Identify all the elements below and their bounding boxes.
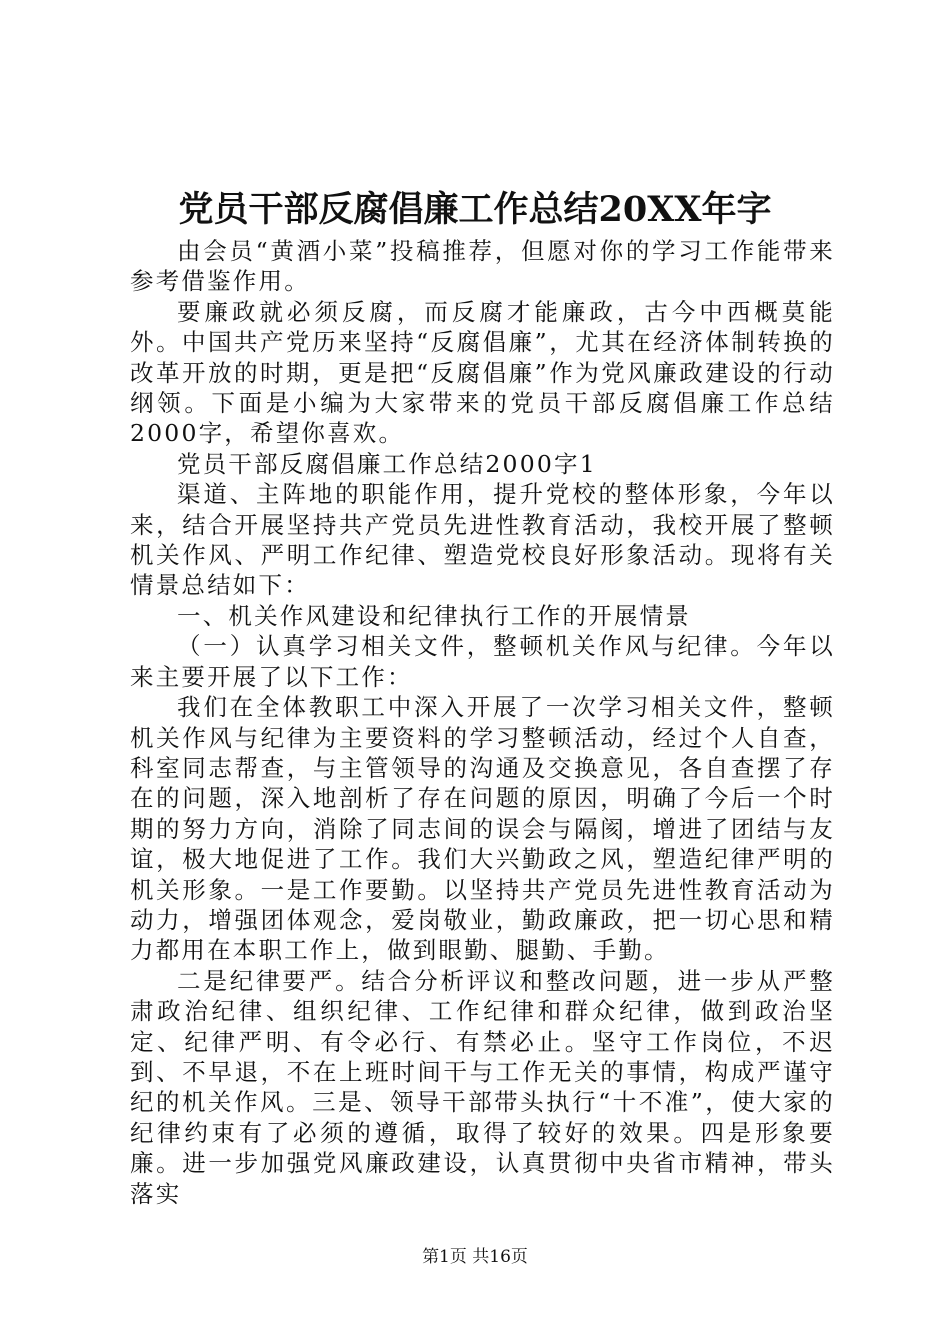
subsection-heading: 一、机关作风建设和纪律执行工作的开展情景 (177, 601, 691, 630)
document-body (130, 236, 835, 1209)
paragraph-overview: 渠道、主阵地的职能作用，提升党校的整体形象，今年以来，结合开展坚持共产党员先进性教育活动，我校开展了整顿机关作风、严明工作纪律、塑造党校良好形象活动。现将有关情景总结如下： (130, 480, 835, 600)
document-title: 党员干部反腐倡廉工作总结20XX年字 (178, 189, 772, 230)
section-heading: 党员干部反腐倡廉工作总结2000字1 (177, 449, 597, 478)
paragraph-preface: 要廉政就必须反腐，而反腐才能廉政，古今中西概莫能外。中国共产党历来坚持“反腐倡廉”，尤其在经济体制转换的改革开放的时期，更是把“反腐倡廉”作为党风廉政建设的行动纲领。下面是小编为大家带来的党员干部反腐倡廉工作总结2000字，希望你喜欢。 (130, 297, 835, 448)
page-footer: 第1页 共16页 (422, 1247, 528, 1267)
paragraph-body-1: 我们在全体教职工中深入开展了一次学习相关文件，整顿机关作风与纪律为主要资料的学习整顿活动，经过个人自查，科室同志帮查，与主管领导的沟通及交换意见，各自查摆了存在的问题，深入地剖析了存在问题的原因，明确了今后一个时期的努力方向，消除了同志间的误会与隔阂，增进了团结与友谊，极大地促进了工作。我们大兴勤政之风，塑造纪律严明的机关形象。一是工作要勤。以坚持共产党员先进性教育活动为动力，增强团体观念，爱岗敬业，勤政廉政，把一切心思和精力都用在本职工作上，做到眼勤、腿勤、手勤。 (130, 693, 835, 965)
subsection-item-heading: （一）认真学习相关文件，整顿机关作风与纪律。今年以来主要开展了以下工作： (130, 632, 835, 691)
paragraph-body-2: 二是纪律要严。结合分析评议和整改问题，进一步从严整肃政治纪律、组织纪律、工作纪律和群众纪律，做到政治坚定、纪律严明、有令必行、有禁必止。坚守工作岗位，不迟到、不早退，不在上班时间干与工作无关的事情，构成严谨守纪的机关作风。三是、领导干部带头执行“十不准”，使大家的纪律约束有了必须的遵循，取得了较好的效果。四是形象要廉。进一步加强党风廉政建设，认真贯彻中央省市精神，带头落实 (130, 966, 835, 1208)
paragraph-intro: 由会员“黄酒小菜”投稿推荐，但愿对你的学习工作能带来参考借鉴作用。 (130, 237, 835, 296)
